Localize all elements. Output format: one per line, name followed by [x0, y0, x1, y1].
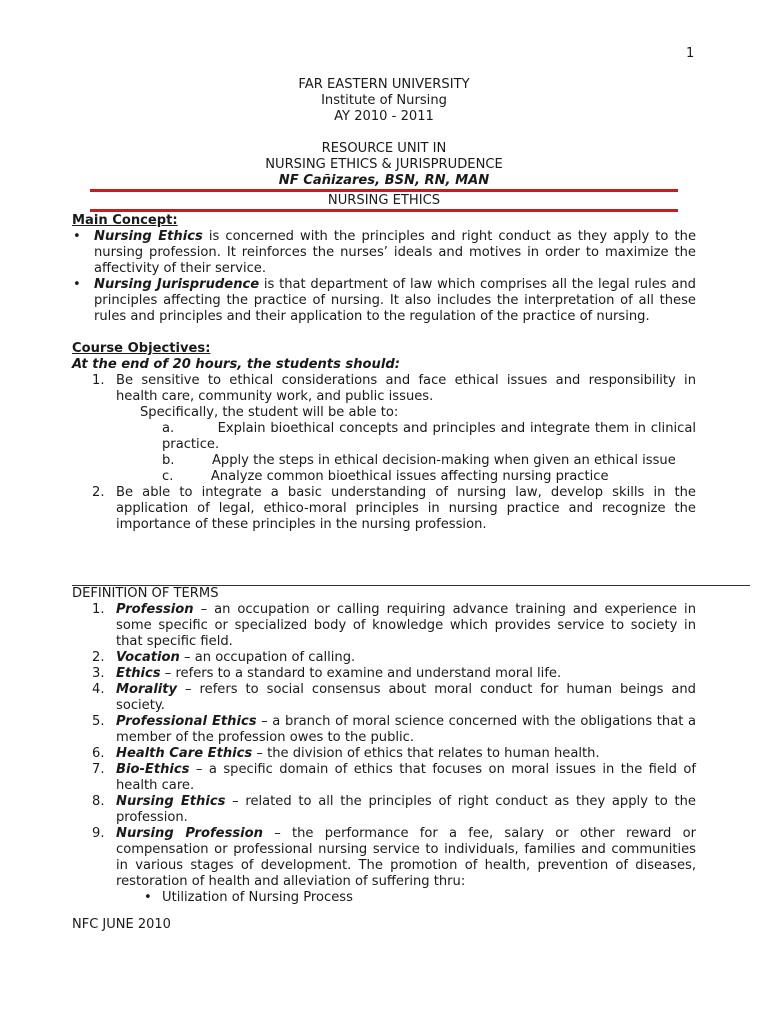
academic-year: AY 2010 - 2011 — [334, 109, 434, 124]
list-item: 8. Nursing Ethics – related to all the principles of right conduct as they apply to the profession. — [92, 794, 696, 825]
objectives-intro: At the end of 20 hours, the students should: — [72, 357, 400, 372]
definitions-section — [72, 586, 696, 906]
definitions-list — [72, 602, 696, 906]
list-item: 7. Bio-Ethics – a specific domain of ethics that focuses on moral issues in the field of health care. — [92, 762, 696, 793]
document-body — [72, 213, 696, 533]
list-item: 1. Profession – an occupation or calling requiring advance training and experience in some specific or specialized body of knowledge which provides service to society in that specific field. — [92, 602, 696, 649]
list-item: • Nursing Jurisprudence is that department of law which comprises all the legal rules and principles affecting the practice of nursing. It also includes the interpretation of all these rules and principles and their application to the regulation of the practice of nursing. — [72, 277, 696, 325]
list-item: 3. Ethics – refers to a standard to examine and understand moral life. — [92, 666, 562, 681]
course-objectives-heading: Course Objectives: — [72, 341, 211, 356]
section-title: NURSING ETHICS — [327, 193, 441, 208]
main-concept-list — [72, 229, 696, 325]
definitions-heading: DEFINITION OF TERMS — [72, 586, 219, 601]
sub-objective: a. Explain bioethical concepts and principles and integrate them in clinical practice. — [162, 421, 696, 452]
objectives-list — [72, 373, 696, 533]
bottom-red-rule — [90, 209, 678, 212]
top-red-rule — [90, 189, 678, 192]
institute-name: Institute of Nursing — [321, 93, 447, 108]
list-item: • Utilization of Nursing Process — [116, 890, 696, 906]
list-item: 2. Be able to integrate a basic understanding of nursing law, develop skills in the application of legal, ethico-moral principles in nursing practice and recognize the importance of these principles in the nursing profession. — [92, 485, 696, 532]
sub-objective: b. Apply the steps in ethical decision-making when given an ethical issue — [162, 453, 676, 468]
nursing-profession-sublist — [116, 890, 696, 906]
sub-objective: c. Analyze common bioethical issues affecting nursing practice — [162, 469, 609, 484]
main-concept-heading: Main Concept: — [72, 213, 178, 228]
list-item: 4. Morality – refers to social consensus about moral conduct for human beings and society. — [92, 682, 696, 713]
university-name: FAR EASTERN UNIVERSITY — [298, 77, 470, 92]
unit-title-line2: NURSING ETHICS & JURISPRUDENCE — [265, 157, 503, 172]
list-item: 2. Vocation – an occupation of calling. — [92, 650, 356, 665]
page-number: 1 — [686, 46, 695, 61]
unit-title-line1: RESOURCE UNIT IN — [321, 141, 447, 156]
list-item: • Nursing Ethics is concerned with the principles and right conduct as they apply to the nursing profession. It reinforces the nurses’ ideals and motives in order to maximize the affectivity of their service. — [72, 229, 696, 277]
list-item: 9. Nursing Profession – the performance for a fee, salary or other reward or compensation or professional nursing service to individuals, families and communities in various stages of development. The promotion of health, prevention of diseases, restoration of health and alleviation of suffering thru: • Utilization of Nursing Process — [72, 826, 696, 906]
list-item: 1. Be sensitive to ethical considerations and face ethical issues and responsibility in health care, community work, and public issues. Specifically, the student will be able to: a. Explain bioethical concepts and principles and integrate them in clinical practice. b. Apply the steps in ethical decision-making when given an ethical issue c. Analyze common bioethical issues affecting nursing practice — [92, 373, 696, 484]
document-header — [0, 77, 768, 189]
specifically-line: Specifically, the student will be able to: — [140, 405, 399, 420]
list-item: 5. Professional Ethics – a branch of moral science concerned with the obligations that a member of the profession owes to the public. — [92, 714, 696, 745]
list-item: 6. Health Care Ethics – the division of ethics that relates to human health. — [92, 746, 600, 761]
footer-text: NFC JUNE 2010 — [72, 917, 171, 932]
author-line: NF Cañizares, BSN, RN, MAN — [278, 173, 490, 188]
